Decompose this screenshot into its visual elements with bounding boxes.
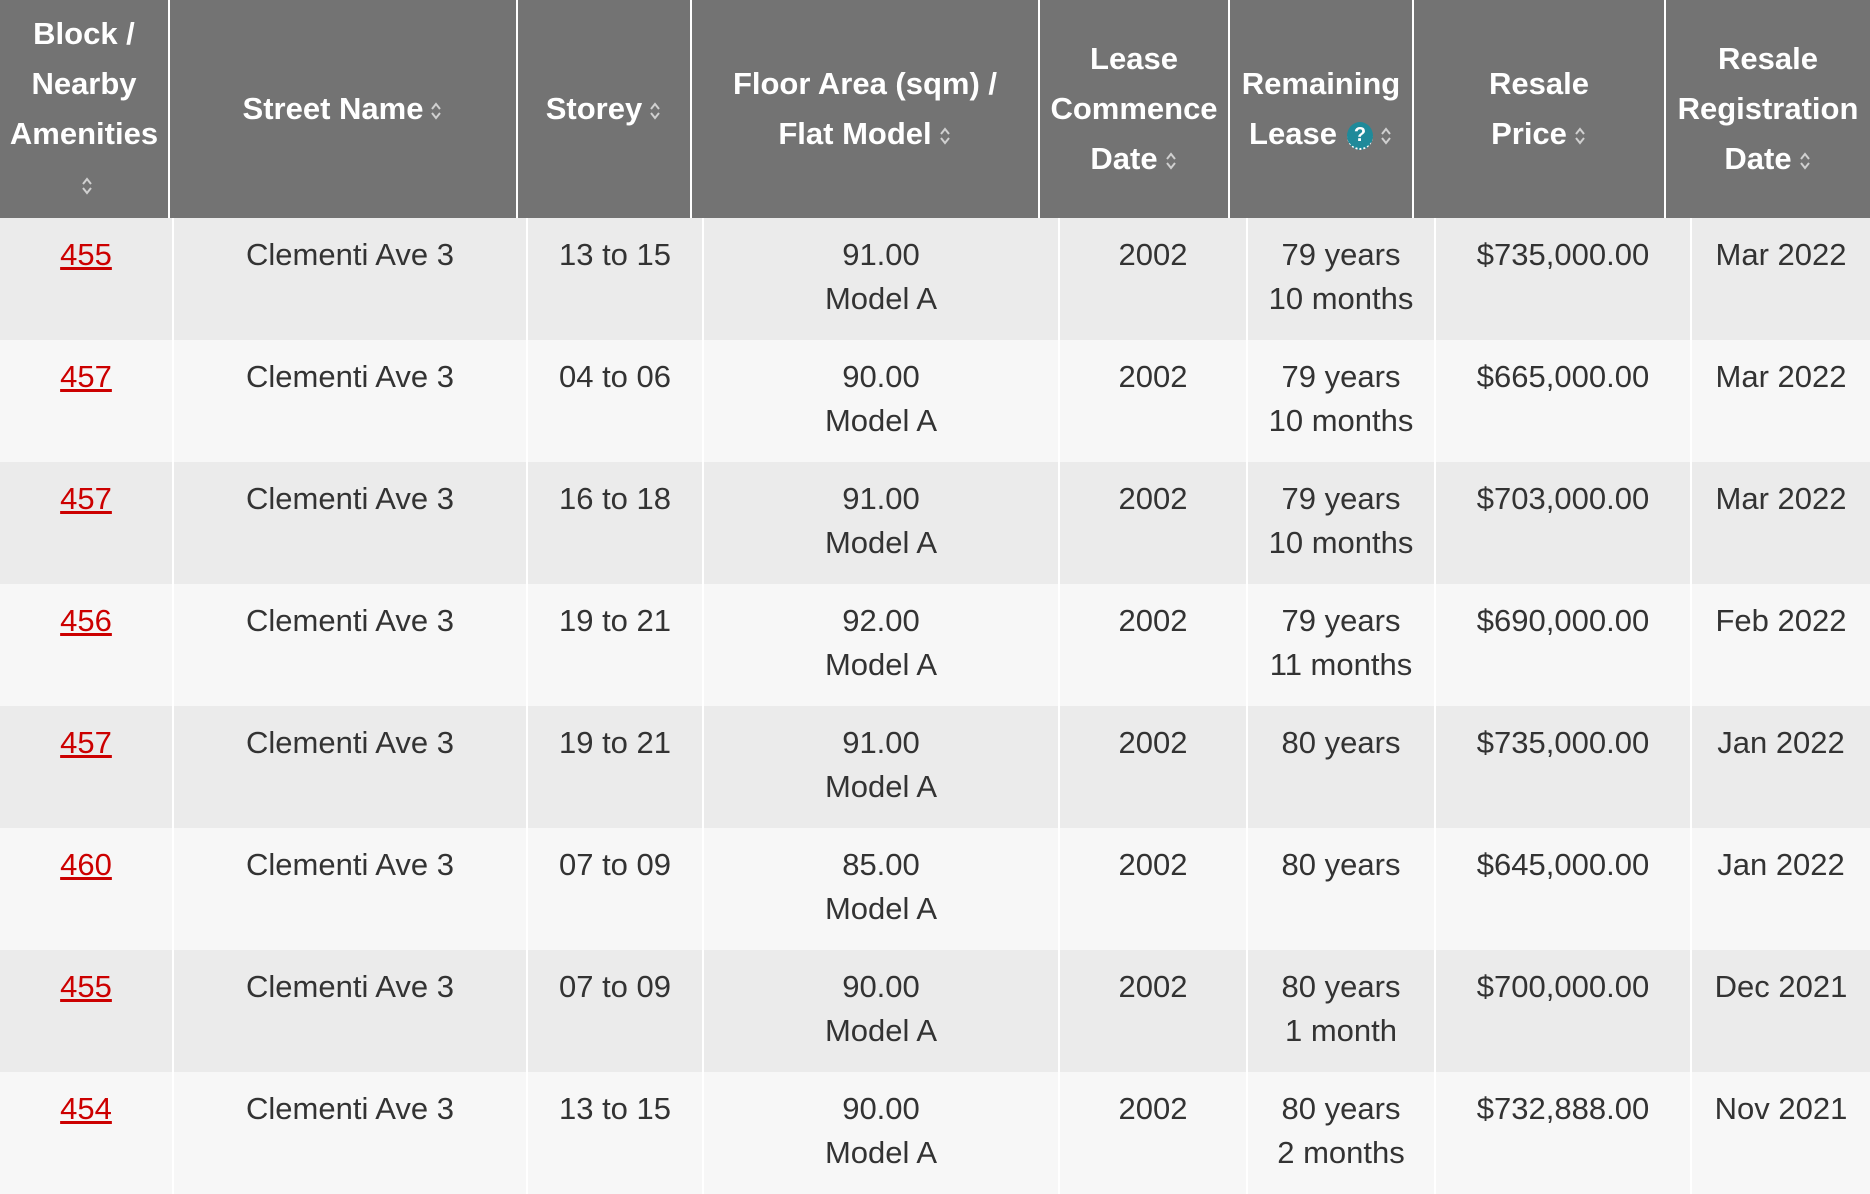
header-label-line: Floor Area (sqm) / bbox=[732, 66, 998, 101]
resale-price-cell: $645,000.00 bbox=[1436, 828, 1692, 950]
storey-cell: 19 to 21 bbox=[528, 706, 704, 828]
remaining-lease-cell: 79 years 10 months bbox=[1248, 340, 1436, 462]
lease-commence-cell: 2002 bbox=[1060, 340, 1248, 462]
header-label-line: Nearby bbox=[31, 66, 137, 101]
remaining-lease-cell: 80 years 2 months bbox=[1248, 1072, 1436, 1194]
street-cell: Clementi Ave 3 bbox=[174, 340, 528, 462]
sort-icon[interactable] bbox=[429, 100, 443, 122]
block-cell bbox=[0, 584, 174, 706]
header-label bbox=[1489, 59, 1589, 159]
header-label-line: Resale bbox=[1489, 66, 1589, 101]
resale-price-cell: $700,000.00 bbox=[1436, 950, 1692, 1072]
registration-date-cell: Feb 2022 bbox=[1715, 603, 1847, 638]
header-resale-price[interactable] bbox=[1414, 0, 1666, 218]
header-label-line: Flat Model bbox=[778, 116, 932, 151]
block-link[interactable]: 455 bbox=[60, 969, 112, 1004]
table-row bbox=[0, 340, 1870, 462]
table-row bbox=[0, 950, 1870, 1072]
storey-cell: 04 to 06 bbox=[528, 340, 704, 462]
block-cell bbox=[0, 462, 174, 584]
remaining-lease-cell: 79 years 10 months bbox=[1248, 218, 1436, 340]
header-street-name[interactable] bbox=[170, 0, 518, 218]
header-label bbox=[10, 9, 158, 209]
resale-price-cell: $665,000.00 bbox=[1436, 340, 1692, 462]
header-floor-area-flat-model[interactable] bbox=[692, 0, 1040, 218]
block-cell bbox=[0, 1072, 174, 1194]
floor-area-cell: 90.00 Model A bbox=[704, 340, 1060, 462]
header-label-line: Commence bbox=[1050, 91, 1218, 126]
header-label-line: Block / bbox=[33, 16, 135, 51]
remaining-lease-cell: 80 years 1 month bbox=[1248, 950, 1436, 1072]
header-resale-registration-date[interactable] bbox=[1666, 0, 1870, 218]
resale-price-cell: $703,000.00 bbox=[1436, 462, 1692, 584]
storey-cell: 07 to 09 bbox=[528, 950, 704, 1072]
header-lease-commence-date[interactable] bbox=[1040, 0, 1230, 218]
floor-area-cell: 91.00 Model A bbox=[704, 218, 1060, 340]
table-row bbox=[0, 1072, 1870, 1194]
floor-area-cell: 90.00 Model A bbox=[704, 1072, 1060, 1194]
resale-price-cell: $732,888.00 bbox=[1436, 1072, 1692, 1194]
header-label-line: Lease bbox=[1249, 116, 1337, 151]
header-label bbox=[1678, 34, 1859, 184]
storey-cell: 19 to 21 bbox=[528, 584, 704, 706]
storey-cell: 16 to 18 bbox=[528, 462, 704, 584]
floor-area-cell: 92.00 Model A bbox=[704, 584, 1060, 706]
lease-commence-cell: 2002 bbox=[1060, 1072, 1248, 1194]
sort-icon[interactable] bbox=[648, 100, 662, 122]
registration-date-cell: Mar 2022 bbox=[1715, 237, 1847, 272]
header-label bbox=[243, 84, 444, 134]
floor-area-cell: 91.00 Model A bbox=[704, 706, 1060, 828]
remaining-lease-cell: 80 years bbox=[1248, 706, 1436, 828]
header-storey[interactable] bbox=[518, 0, 692, 218]
street-cell: Clementi Ave 3 bbox=[174, 828, 528, 950]
header-label-line: Date bbox=[1090, 141, 1158, 176]
lease-commence-cell: 2002 bbox=[1060, 218, 1248, 340]
lease-commence-cell: 2002 bbox=[1060, 950, 1248, 1072]
street-cell: Clementi Ave 3 bbox=[174, 950, 528, 1072]
registration-date-cell: Mar 2022 bbox=[1715, 359, 1847, 394]
help-icon[interactable]: ? bbox=[1347, 122, 1373, 150]
block-link[interactable]: 456 bbox=[60, 603, 112, 638]
table-header bbox=[0, 0, 1870, 218]
floor-area-cell: 90.00 Model A bbox=[704, 950, 1060, 1072]
header-label bbox=[733, 59, 997, 159]
sort-icon[interactable] bbox=[1379, 125, 1393, 147]
block-link[interactable]: 457 bbox=[60, 481, 112, 516]
registration-date-cell: Jan 2022 bbox=[1717, 847, 1845, 882]
table-body bbox=[0, 218, 1870, 1194]
lease-commence-cell: 2002 bbox=[1060, 462, 1248, 584]
lease-commence-cell: 2002 bbox=[1060, 828, 1248, 950]
header-label-line: Remaining bbox=[1241, 66, 1401, 101]
sort-icon[interactable] bbox=[1164, 150, 1178, 172]
header-label-line: Lease bbox=[1090, 41, 1178, 76]
floor-area-cell: 91.00 Model A bbox=[704, 462, 1060, 584]
header-label-line: Storey bbox=[545, 91, 643, 126]
block-link[interactable]: 455 bbox=[60, 237, 112, 272]
header-label bbox=[1242, 59, 1400, 159]
header-remaining-lease[interactable] bbox=[1230, 0, 1414, 218]
table-row bbox=[0, 706, 1870, 828]
table-row bbox=[0, 462, 1870, 584]
block-cell bbox=[0, 218, 174, 340]
remaining-lease-cell: 79 years 10 months bbox=[1248, 462, 1436, 584]
lease-commence-cell: 2002 bbox=[1060, 706, 1248, 828]
header-label bbox=[1050, 34, 1217, 184]
resale-price-cell: $690,000.00 bbox=[1436, 584, 1692, 706]
block-link[interactable]: 454 bbox=[60, 1091, 112, 1126]
remaining-lease-cell: 79 years 11 months bbox=[1248, 584, 1436, 706]
block-link[interactable]: 457 bbox=[60, 359, 112, 394]
header-block[interactable] bbox=[0, 0, 170, 218]
header-label-line: Street Name bbox=[242, 91, 424, 126]
block-cell bbox=[0, 706, 174, 828]
street-cell: Clementi Ave 3 bbox=[174, 584, 528, 706]
storey-cell: 13 to 15 bbox=[528, 1072, 704, 1194]
block-link[interactable]: 457 bbox=[60, 725, 112, 760]
sort-icon[interactable] bbox=[1573, 125, 1587, 147]
resale-price-cell: $735,000.00 bbox=[1436, 218, 1692, 340]
resale-price-cell: $735,000.00 bbox=[1436, 706, 1692, 828]
block-cell bbox=[0, 828, 174, 950]
header-label-line: Price bbox=[1491, 116, 1567, 151]
registration-date-cell: Dec 2021 bbox=[1714, 969, 1848, 1004]
street-cell: Clementi Ave 3 bbox=[174, 1072, 528, 1194]
street-cell: Clementi Ave 3 bbox=[174, 706, 528, 828]
registration-date-cell: Nov 2021 bbox=[1714, 1091, 1848, 1126]
block-cell bbox=[0, 340, 174, 462]
street-cell: Clementi Ave 3 bbox=[174, 462, 528, 584]
header-label-line: Date bbox=[1724, 141, 1792, 176]
storey-cell: 07 to 09 bbox=[528, 828, 704, 950]
header-label bbox=[546, 84, 662, 134]
block-link[interactable]: 460 bbox=[60, 847, 112, 882]
lease-commence-cell: 2002 bbox=[1060, 584, 1248, 706]
registration-date-cell: Mar 2022 bbox=[1715, 481, 1847, 516]
block-cell bbox=[0, 950, 174, 1072]
table-row bbox=[0, 828, 1870, 950]
header-label-line: Amenities bbox=[9, 116, 159, 151]
table-row bbox=[0, 218, 1870, 340]
storey-cell: 13 to 15 bbox=[528, 218, 704, 340]
header-label-line: Registration bbox=[1677, 91, 1859, 126]
remaining-lease-cell: 80 years bbox=[1248, 828, 1436, 950]
sort-icon[interactable] bbox=[938, 125, 952, 147]
registration-date-cell: Jan 2022 bbox=[1717, 725, 1845, 760]
street-cell: Clementi Ave 3 bbox=[174, 218, 528, 340]
table-row bbox=[0, 584, 1870, 706]
floor-area-cell: 85.00 Model A bbox=[704, 828, 1060, 950]
header-label-line: Resale bbox=[1718, 41, 1818, 76]
sort-icon[interactable] bbox=[80, 175, 94, 197]
sort-icon[interactable] bbox=[1798, 150, 1812, 172]
